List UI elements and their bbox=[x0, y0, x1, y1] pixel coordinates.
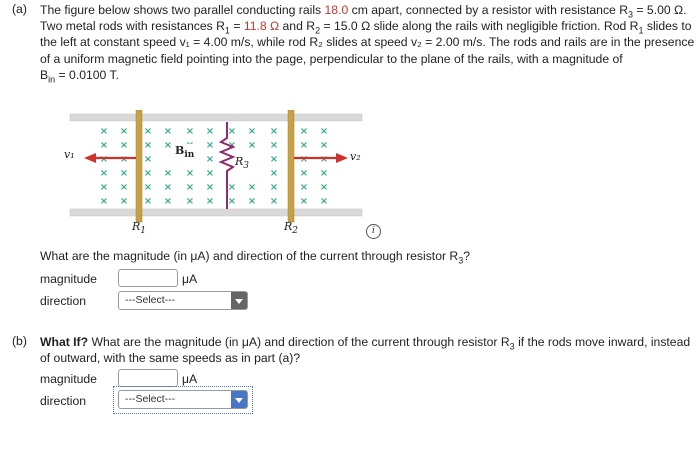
field-cross-icon: × bbox=[319, 126, 329, 137]
field-cross-icon: × bbox=[205, 140, 215, 151]
r2-label: $R_2$ bbox=[284, 220, 299, 237]
chevron-down-icon bbox=[231, 292, 247, 309]
field-cross-icon: × bbox=[163, 182, 173, 193]
part-a-question: What are the magnitude (in μA) and direction of the current through resistor $R_3$? bbox=[40, 249, 471, 266]
field-cross-icon: × bbox=[269, 154, 279, 165]
field-cross-icon: × bbox=[99, 126, 109, 137]
field-cross-icon: × bbox=[319, 196, 329, 207]
field-cross-icon: × bbox=[99, 168, 109, 179]
field-cross-icon: × bbox=[99, 182, 109, 193]
field-cross-icon: × bbox=[227, 196, 237, 207]
field-cross-icon: × bbox=[163, 126, 173, 137]
field-cross-icon: × bbox=[227, 182, 237, 193]
field-cross-icon: × bbox=[247, 140, 257, 151]
field-cross-icon: × bbox=[205, 126, 215, 137]
field-cross-icon: × bbox=[143, 154, 153, 165]
part-b-direction-label: direction bbox=[40, 394, 87, 408]
part-b-select-value: ---Select--- bbox=[125, 393, 176, 405]
part-a-problem-text bbox=[40, 2, 695, 83]
field-cross-icon: × bbox=[163, 168, 173, 179]
rails-figure bbox=[60, 110, 370, 235]
field-cross-icon: × bbox=[185, 168, 195, 179]
r1-label: $R_1$ bbox=[132, 220, 147, 237]
problem-line-1: The figure below shows two parallel conducting rails 18.0 cm apart, connected by a resistor with resistance $R_3 = 5.00$ Ω. bbox=[40, 3, 687, 20]
r1-value: 11.8 Ω bbox=[243, 19, 280, 34]
part-b-line-2: of outward, with the same speeds as in part (a)? bbox=[40, 351, 301, 366]
part-a-magnitude-input[interactable] bbox=[118, 269, 178, 287]
field-cross-icon: × bbox=[269, 140, 279, 151]
field-cross-icon: × bbox=[185, 196, 195, 207]
field-cross-icon: × bbox=[299, 168, 309, 179]
part-a-direction-label: direction bbox=[40, 294, 87, 308]
field-cross-icon: × bbox=[99, 154, 109, 165]
info-icon[interactable]: i bbox=[366, 224, 381, 239]
field-cross-icon: × bbox=[143, 140, 153, 151]
field-cross-icon: × bbox=[299, 154, 309, 165]
field-cross-icon: × bbox=[299, 140, 309, 151]
field-cross-icon: × bbox=[227, 140, 237, 151]
bottom-rail bbox=[70, 209, 362, 216]
v2-label: v₂ bbox=[350, 150, 361, 163]
v1-label: v₁ bbox=[64, 148, 75, 161]
field-cross-icon: × bbox=[143, 196, 153, 207]
field-cross-icon: × bbox=[319, 140, 329, 151]
part-a-label: (a) bbox=[12, 2, 27, 16]
part-b-unit-label: μA bbox=[182, 372, 198, 386]
field-cross-icon: × bbox=[319, 182, 329, 193]
top-rail bbox=[70, 114, 362, 121]
b-in-label: $B_{in}$ bbox=[175, 144, 195, 161]
field-cross-icon: × bbox=[319, 168, 329, 179]
field-cross-icon: × bbox=[299, 182, 309, 193]
field-cross-icon: × bbox=[99, 196, 109, 207]
field-cross-icon: × bbox=[119, 154, 129, 165]
problem-line-2: Two metal rods with resistances $R_1 = 11.8$ Ω and $R_2 = 15.0$ Ω slide along the rails with negligible friction. Rod $R_1$ slides to bbox=[40, 19, 692, 36]
field-cross-icon: × bbox=[247, 126, 257, 137]
field-cross-icon: × bbox=[319, 154, 329, 165]
field-cross-icon: × bbox=[299, 196, 309, 207]
problem-line-3: the left at constant speed v₁ = 4.00 m/s, while rod R₂ slides at speed v₂ = 2.00 m/s. The rods and rails are in the presence bbox=[40, 35, 695, 50]
field-cross-icon: × bbox=[247, 182, 257, 193]
part-b-magnitude-input[interactable] bbox=[118, 369, 178, 387]
field-cross-icon: × bbox=[99, 140, 109, 151]
field-cross-icon: × bbox=[299, 126, 309, 137]
part-b-problem-text bbox=[40, 334, 695, 366]
field-cross-icon: × bbox=[247, 196, 257, 207]
field-cross-icon: × bbox=[163, 196, 173, 207]
part-a-select-value: ---Select--- bbox=[125, 294, 176, 306]
field-region bbox=[88, 118, 358, 214]
rail-spacing-value: 18.0 bbox=[324, 3, 349, 17]
field-cross-icon: × bbox=[143, 168, 153, 179]
problem-line-5: $B_{in} = 0.0100$ T. bbox=[40, 67, 119, 85]
field-cross-icon: × bbox=[227, 126, 237, 137]
field-cross-icon: × bbox=[205, 182, 215, 193]
part-a-unit-label: μA bbox=[182, 272, 198, 286]
field-cross-icon: × bbox=[205, 196, 215, 207]
field-cross-icon: × bbox=[269, 196, 279, 207]
field-cross-icon: × bbox=[185, 126, 195, 137]
field-cross-icon: × bbox=[119, 140, 129, 151]
field-cross-icon: × bbox=[119, 126, 129, 137]
field-cross-icon: × bbox=[119, 182, 129, 193]
field-cross-icon: × bbox=[205, 154, 215, 165]
field-cross-icon: × bbox=[143, 182, 153, 193]
part-b-direction-select[interactable] bbox=[118, 390, 248, 409]
field-cross-icon: × bbox=[119, 168, 129, 179]
rod-r1 bbox=[136, 110, 142, 222]
field-cross-icon: × bbox=[205, 168, 215, 179]
part-b-line-1: What If? What are the magnitude (in μA) and direction of the current through resistor $R_3$ if the rods move inward, instead bbox=[40, 335, 691, 352]
chevron-down-icon bbox=[231, 391, 247, 408]
r3-label: $R_3$ bbox=[235, 155, 250, 172]
part-b-magnitude-label: magnitude bbox=[40, 372, 97, 386]
part-a-direction-select[interactable] bbox=[118, 291, 248, 310]
field-cross-icon: × bbox=[269, 168, 279, 179]
field-cross-icon: × bbox=[269, 182, 279, 193]
field-cross-icon: × bbox=[143, 126, 153, 137]
part-b-label: (b) bbox=[12, 334, 27, 348]
field-cross-icon: × bbox=[119, 196, 129, 207]
part-a-magnitude-label: magnitude bbox=[40, 272, 97, 286]
field-cross-icon: × bbox=[163, 140, 173, 151]
field-cross-icon: × bbox=[269, 126, 279, 137]
rod-r2 bbox=[288, 110, 294, 222]
field-cross-icon: × bbox=[185, 182, 195, 193]
problem-line-4: of a uniform magnetic field pointing into the page, perpendicular to the plane of the rails, with a magnitude of bbox=[40, 51, 623, 66]
rails-diagram bbox=[60, 110, 370, 235]
